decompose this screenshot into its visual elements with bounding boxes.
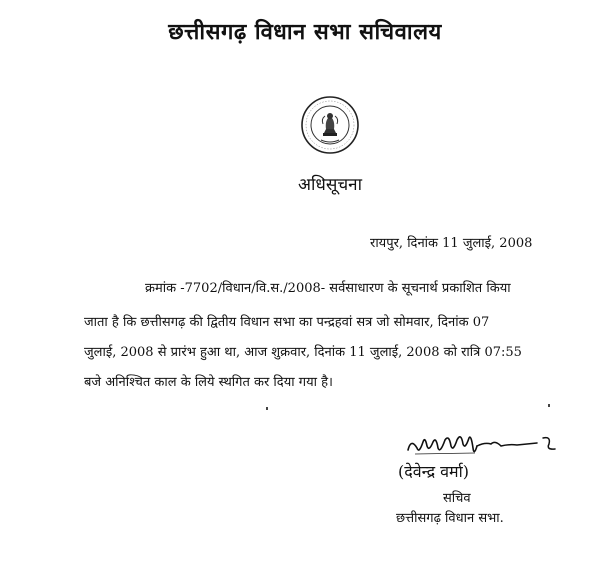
signatory-name: (देवेन्द्र वर्मा) [398,462,470,481]
notice-body-line: जाता है कि छत्तीसगढ़ की द्वितीय विधान सभा का पन्द्रहवां सत्र जो सोमवार, दिनांक 07 [84,315,490,330]
notice-body-line: क्रमांक -7702/विधान/वि.स./2008- सर्वसाधारण के सूचनार्थ प्रकाशित किया [145,281,511,296]
place-and-date: रायपुर, दिनांक 11 जुलाई, 2008 [370,236,533,251]
handwritten-signature-icon [405,428,560,460]
seal-graphic [299,94,361,156]
signatory-designation: सचिव [443,491,471,506]
office-title: छत्तीसगढ़ विधान सभा सचिवालय [168,19,442,45]
scan-speck [548,404,550,407]
notice-body-line: जुलाई, 2008 से प्रारंभ हुआ था, आज शुक्रवार, दिनांक 11 जुलाई, 2008 को रात्रि 07:55 [84,345,522,360]
legislature-seal-icon [299,94,361,156]
signatory-organization: छत्तीसगढ़ विधान सभा. [396,511,504,526]
notice-body-line: बजे अनिश्चित काल के लिये स्थगित कर दिया गया है। [84,375,333,390]
signature-graphic [405,428,560,460]
scan-speck [266,407,268,410]
notice-heading: अधिसूचना [298,175,362,195]
